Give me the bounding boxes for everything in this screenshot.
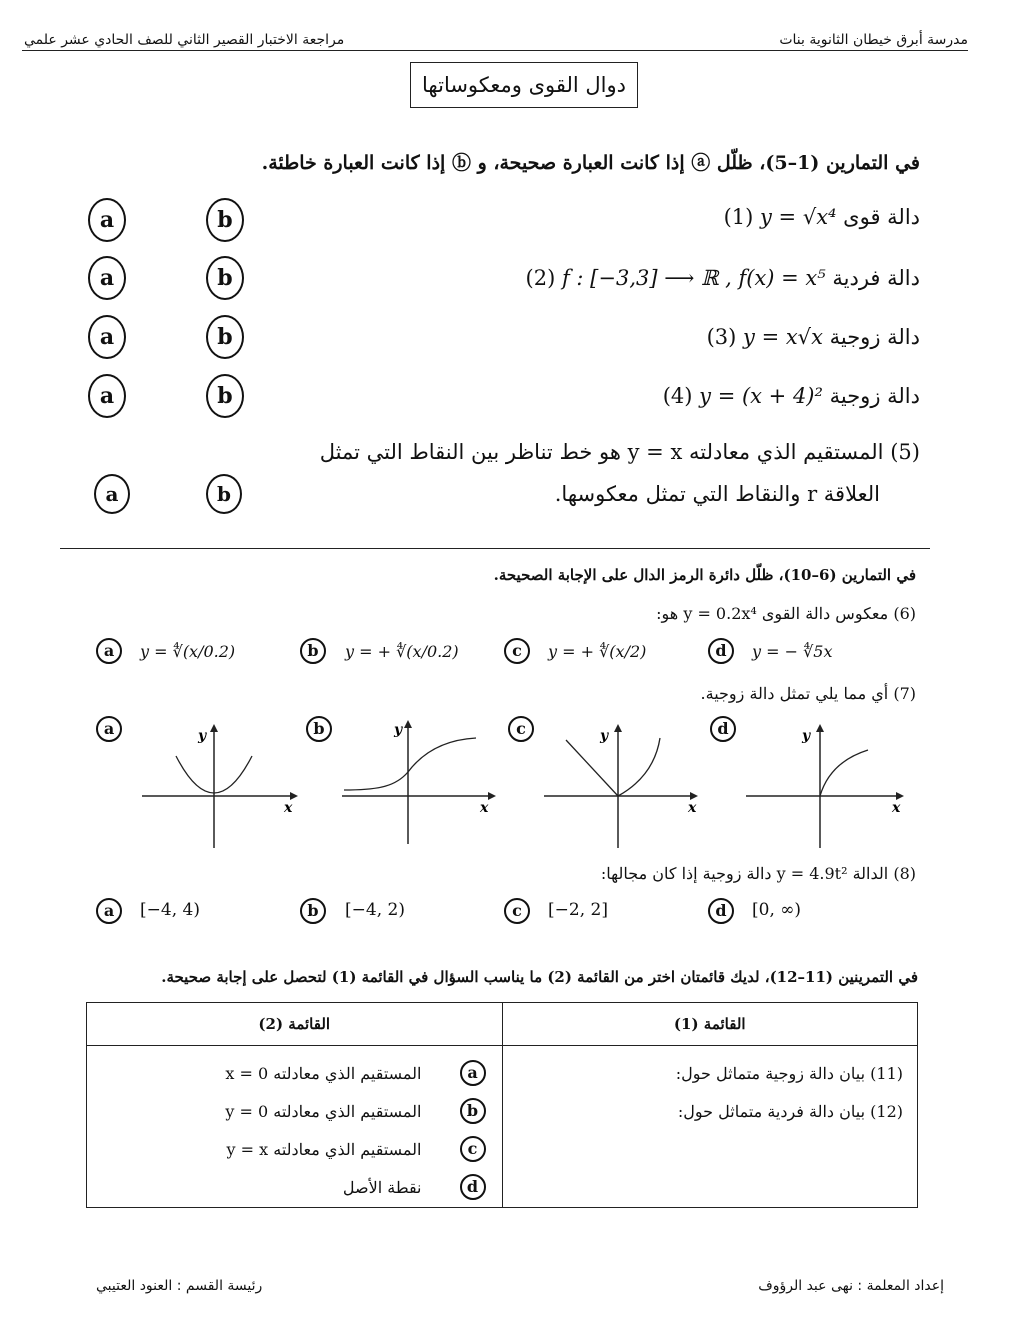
q8-option-b-text: [−4, 2) [345, 900, 405, 920]
q3-option-b[interactable]: b [206, 315, 244, 359]
q8-option-a-text: [−4, 4) [140, 900, 200, 920]
q6-option-a[interactable]: a [96, 638, 122, 664]
q3-math: y = x√x [743, 325, 823, 349]
graph-a-x-label: x [284, 800, 293, 816]
section2-instruction: في التمارين (6–10)، ظلّل دائرة الرمز الدال على الإجابة الصحيحة. [493, 566, 916, 584]
q3-num: (3) [706, 325, 737, 349]
list2-column [87, 1046, 503, 1208]
school-name: مدرسة أبرق خيطان الثانوية بنات [779, 32, 968, 48]
q6-option-b[interactable]: b [300, 638, 326, 664]
q2-option-b[interactable]: b [206, 256, 244, 300]
list2-item-d-text: نقطة الأصل [342, 1178, 422, 1197]
q1-option-b[interactable]: b [206, 198, 244, 242]
list2-item-d[interactable]: d [460, 1174, 486, 1200]
q5-line1: المستقيم الذي معادلته y = x هو خط تناظر بين النقاط التي تمثل [319, 440, 884, 464]
q6-option-c[interactable]: c [504, 638, 530, 664]
q4-option-b[interactable]: b [206, 374, 244, 418]
graph-d-y-label: y [802, 728, 811, 744]
q5-line2: العلاقة r والنقاط التي تمثل معكوسها. [554, 482, 880, 506]
section3-instruction: في التمرينين (11–12)، لديك قائمتان اختر من القائمة (2) ما يناسب السؤال في القائمة (1) لتحصل على إجابة صحيحة. [161, 968, 918, 986]
q8-option-a[interactable]: a [96, 898, 122, 924]
q11-num: (11) [870, 1064, 903, 1083]
q6-option-a-text: y = ∜(x/0.2) [140, 642, 236, 661]
list2-header: القائمة (2) [87, 1003, 503, 1046]
q7-num: (7) [893, 684, 916, 703]
q4-option-a[interactable]: a [88, 374, 126, 418]
list1-header: القائمة (1) [502, 1003, 918, 1046]
section1-instruction: في التمارين (1–5)، ظلّل ⓐ إذا كانت العبارة صحيحة، و ⓑ إذا كانت العبارة خاطئة. [261, 152, 920, 174]
q8-text: الدالة y = 4.9t² دالة زوجية إذا كان مجالها: [600, 864, 889, 883]
q8-option-c-text: [−2, 2] [548, 900, 608, 920]
q1-text: دالة قوى [843, 205, 920, 229]
list2-item-b[interactable]: b [460, 1098, 486, 1124]
graph-b-y-label: y [394, 722, 403, 738]
q2-num: (2) [525, 266, 556, 290]
q6-option-c-text: y = + ∜(x/2) [548, 642, 647, 661]
matching-table [86, 1002, 918, 1208]
q1-math: y = √x⁴ [760, 205, 837, 229]
q6-option-d[interactable]: d [708, 638, 734, 664]
q6-option-d-text: y = − ∜5x [752, 642, 833, 661]
q8-stem [601, 864, 916, 883]
q7-text: أي مما يلي تمثل دالة زوجية. [700, 684, 889, 703]
list2-item-b-text: المستقيم الذي معادلته y = 0 [225, 1102, 422, 1121]
q1-option-a[interactable]: a [88, 198, 126, 242]
q8-option-b[interactable]: b [300, 898, 326, 924]
q12-num: (12) [870, 1102, 903, 1121]
q7-option-c[interactable]: c [508, 716, 534, 742]
list2-item-c-text: المستقيم الذي معادلته y = x [226, 1140, 422, 1159]
q4-math: y = (x + 4)² [699, 384, 823, 408]
q6-text: معكوس دالة القوى y = 0.2x⁴ هو: [656, 604, 889, 623]
list1-item-12 [678, 1102, 903, 1121]
list1-item-11 [676, 1064, 903, 1083]
section-divider [60, 548, 930, 549]
graph-d-x-label: x [892, 800, 901, 816]
q4-text: دالة زوجية [829, 384, 920, 408]
header-rule [22, 50, 968, 51]
q7-option-b[interactable]: b [306, 716, 332, 742]
footer-prepared-by: إعداد المعلمة : نهى عبد الرؤوف [758, 1278, 944, 1294]
q7-graph-a [140, 720, 300, 850]
q3-text: دالة زوجية [829, 325, 920, 349]
q8-num: (8) [893, 864, 916, 883]
q7-graph-c [542, 720, 702, 850]
q5-num: (5) [890, 440, 920, 464]
q7-option-d[interactable]: d [710, 716, 736, 742]
q1-num: (1) [723, 205, 754, 229]
q2-option-a[interactable]: a [88, 256, 126, 300]
q11-text: بيان دالة زوجية متماثل حول: [675, 1064, 866, 1083]
q8-option-d-text: [0, ∞) [752, 900, 802, 920]
q6-num: (6) [893, 604, 916, 623]
q2-text: دالة فردية [832, 266, 920, 290]
footer-department-head: رئيسة القسم : العنود العتيبي [96, 1278, 263, 1294]
q4-num: (4) [662, 384, 693, 408]
q8-option-d[interactable]: d [708, 898, 734, 924]
q6-option-b-text: y = + ∜(x/0.2) [345, 642, 459, 661]
q7-graph-d [744, 720, 909, 850]
graph-a-y-label: y [198, 728, 207, 744]
page-title: دوال القوى ومعكوساتها [410, 62, 638, 108]
q2-math: f : [−3,3] ⟶ ℝ , f(x) = x⁵ [561, 266, 826, 290]
q5-option-b[interactable]: b [206, 474, 242, 514]
list2-item-a-text: المستقيم الذي معادلته x = 0 [225, 1064, 422, 1083]
graph-b-x-label: x [480, 800, 489, 816]
q7-stem [701, 684, 916, 703]
q12-text: بيان دالة فردية متماثل حول: [677, 1102, 866, 1121]
review-subject: مراجعة الاختبار القصير الثاني للصف الحادي عشر علمي [24, 32, 345, 48]
q3-option-a[interactable]: a [88, 315, 126, 359]
q6-stem [656, 604, 916, 623]
graph-c-y-label: y [600, 728, 609, 744]
q5-option-a[interactable]: a [94, 474, 130, 514]
q7-option-a[interactable]: a [96, 716, 122, 742]
q7-graph-b [340, 716, 500, 846]
list2-item-a[interactable]: a [460, 1060, 486, 1086]
list2-item-c[interactable]: c [460, 1136, 486, 1162]
list1-column [502, 1046, 918, 1208]
q8-option-c[interactable]: c [504, 898, 530, 924]
graph-c-x-label: x [688, 800, 697, 816]
